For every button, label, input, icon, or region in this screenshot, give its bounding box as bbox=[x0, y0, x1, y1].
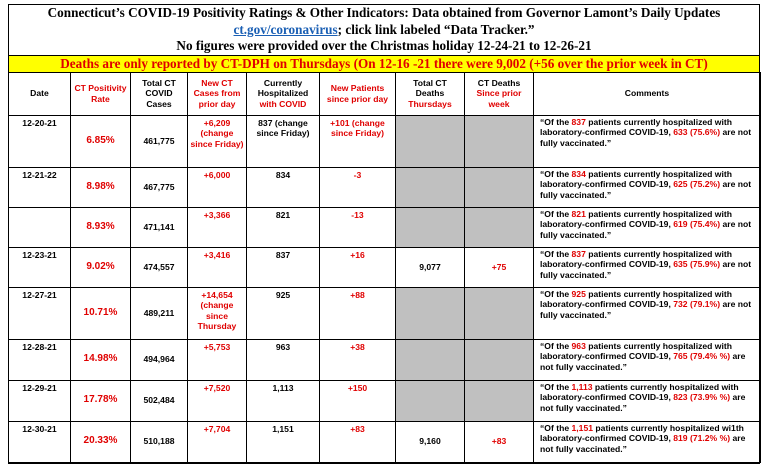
comment-part: “Of the bbox=[540, 116, 572, 127]
cell-comment bbox=[534, 287, 761, 339]
comment-part: 834 bbox=[571, 168, 586, 179]
deaths-notice: Deaths are only reported by CT-DPH on Thursdays (On 12-16 -21 there were 9,002 (+56 over the prior week in CT) bbox=[9, 55, 759, 72]
header bbox=[9, 5, 759, 55]
cell-total-deaths bbox=[396, 339, 465, 380]
cell-hospitalized: 834 bbox=[247, 167, 320, 207]
cell-total-deaths bbox=[396, 207, 465, 247]
cell-comment bbox=[534, 207, 761, 247]
cell-hospitalized: 1,151 bbox=[247, 421, 320, 462]
cell-new-cases: +6,000 bbox=[188, 167, 247, 207]
table-row bbox=[9, 339, 761, 380]
table-row bbox=[9, 247, 761, 287]
cell-positivity: 14.98% bbox=[71, 339, 131, 380]
cell-total-cases: 474,557 bbox=[131, 247, 188, 287]
comment-part: (75.9%) bbox=[689, 259, 721, 269]
cell-new-cases: +14,654 (change since Thursday bbox=[188, 287, 247, 339]
cell-hospitalized: 1,113 bbox=[247, 380, 320, 421]
holiday-note: No figures were provided over the Christmas holiday 12-24-21 to 12-26-21 bbox=[176, 38, 592, 53]
comment-part: patients currently hospitalized with laboratory-confirmed COVID-19, bbox=[540, 381, 739, 402]
cell-total-deaths: 9,160 bbox=[396, 421, 465, 462]
table-row bbox=[9, 115, 761, 167]
comment-part: (75.4%) bbox=[689, 219, 721, 229]
comment-part: 963 bbox=[571, 340, 586, 351]
comment-part: patients currently hospitalized wi1th laboratory-confirmed COVID-19, bbox=[540, 422, 744, 443]
cell-comment bbox=[534, 339, 761, 380]
cell-total-cases: 494,964 bbox=[131, 339, 188, 380]
cell-new-patients: +88 bbox=[320, 287, 396, 339]
cell-new-patients: -13 bbox=[320, 207, 396, 247]
cell-comment bbox=[534, 167, 761, 207]
cell-new-cases: +7,704 bbox=[188, 421, 247, 462]
comment-part: 625 bbox=[673, 179, 688, 189]
comment-part: 925 bbox=[571, 288, 586, 299]
comment-part: are not fully vaccinated.” bbox=[540, 299, 752, 320]
page-title: Connecticut’s COVID-19 Positivity Ratings & Other Indicators: Data obtained from Governor Lamont’s Daily Updates bbox=[47, 5, 721, 20]
comment-part: patients currently hospitalized with laboratory-confirmed COVID-19, bbox=[540, 168, 732, 189]
comment-part: (71.2% %) bbox=[689, 433, 731, 443]
comment-part: are not fully vaccinated.” bbox=[540, 351, 746, 372]
comment-part: patients currently hospitalized with laboratory-confirmed COVID-19, bbox=[540, 288, 732, 309]
comment-part: are not fully vaccinated.” bbox=[540, 219, 752, 240]
cell-positivity: 6.85% bbox=[71, 115, 131, 167]
comment-part: 837 bbox=[571, 116, 586, 127]
cell-new-cases: +3,366 bbox=[188, 207, 247, 247]
comment-part: are not fully vaccinated.” bbox=[540, 127, 752, 148]
cell-total-deaths bbox=[396, 115, 465, 167]
comment-part: patients currently hospitalized with laboratory-confirmed COVID-19, bbox=[540, 340, 732, 361]
cell-death-delta bbox=[465, 339, 534, 380]
col-comments: Comments bbox=[534, 72, 761, 115]
comment-part: (75.6%) bbox=[689, 127, 721, 137]
comment-part: 1,151 bbox=[571, 422, 594, 433]
cell-date: 12-29-21 bbox=[9, 380, 71, 421]
cell-new-cases: +3,416 bbox=[188, 247, 247, 287]
cell-hospitalized: 837 bbox=[247, 247, 320, 287]
comment-part: (79.4% %) bbox=[689, 351, 731, 361]
cell-death-delta: +83 bbox=[465, 421, 534, 462]
cell-total-cases: 467,775 bbox=[131, 167, 188, 207]
table-row bbox=[9, 207, 761, 247]
cell-new-patients: +150 bbox=[320, 380, 396, 421]
cell-new-patients: +101 (change since Friday) bbox=[320, 115, 396, 167]
cell-date: 12-21-22 bbox=[9, 167, 71, 207]
cell-hospitalized: 963 bbox=[247, 339, 320, 380]
cell-total-cases: 461,775 bbox=[131, 115, 188, 167]
cell-comment bbox=[534, 247, 761, 287]
col-death-delta: CT Deaths Since prior week bbox=[465, 72, 534, 115]
col-new-patients: New Patients since prior day bbox=[320, 72, 396, 115]
cell-date: 12-20-21 bbox=[9, 115, 71, 167]
col-total-deaths: Total CT Deaths Thursdays bbox=[396, 72, 465, 115]
source-line bbox=[9, 22, 759, 39]
source-link-suffix: ; click link labeled “Data Tracker.” bbox=[337, 21, 535, 37]
cell-hospitalized: 925 bbox=[247, 287, 320, 339]
comment-part: 635 bbox=[673, 259, 688, 269]
comment-part: “Of the bbox=[540, 248, 572, 259]
cell-new-patients: +83 bbox=[320, 421, 396, 462]
cell-positivity: 8.93% bbox=[71, 207, 131, 247]
col-hospitalized: Currently Hospitalized with COVID bbox=[247, 72, 320, 115]
cell-positivity: 10.71% bbox=[71, 287, 131, 339]
cell-total-cases: 510,188 bbox=[131, 421, 188, 462]
comment-part: patients currently hospitalized with laboratory-confirmed COVID-19, bbox=[540, 116, 732, 137]
cell-total-deaths: 9,077 bbox=[396, 247, 465, 287]
source-link[interactable]: ct.gov/coronavirus bbox=[233, 21, 338, 37]
col-positivity: CT Positivity Rate bbox=[71, 72, 131, 115]
cell-date: 12-23-21 bbox=[9, 247, 71, 287]
cell-total-deaths bbox=[396, 167, 465, 207]
comment-part: 819 bbox=[673, 433, 688, 443]
cell-new-patients: +16 bbox=[320, 247, 396, 287]
comment-part: “Of the bbox=[540, 168, 572, 179]
comment-part: are not fully vaccinated.” bbox=[540, 392, 746, 413]
cell-death-delta: +75 bbox=[465, 247, 534, 287]
cell-total-cases: 471,141 bbox=[131, 207, 188, 247]
col-total-cases: Total CT COVID Cases bbox=[131, 72, 188, 115]
data-table bbox=[8, 72, 761, 463]
comment-part: “Of the bbox=[540, 381, 572, 392]
cell-new-cases: +7,520 bbox=[188, 380, 247, 421]
cell-date: 12-30-21 bbox=[9, 421, 71, 462]
cell-death-delta bbox=[465, 207, 534, 247]
col-date: Date bbox=[9, 72, 71, 115]
cell-new-patients: +38 bbox=[320, 339, 396, 380]
table-row bbox=[9, 421, 761, 462]
cell-positivity: 8.98% bbox=[71, 167, 131, 207]
cell-date bbox=[9, 207, 71, 247]
cell-comment bbox=[534, 380, 761, 421]
table-row bbox=[9, 380, 761, 421]
comment-part: 823 bbox=[673, 392, 688, 402]
cell-comment bbox=[534, 115, 761, 167]
cell-date: 12-27-21 bbox=[9, 287, 71, 339]
comment-part: 1,113 bbox=[571, 381, 593, 392]
table-row bbox=[9, 287, 761, 339]
comment-part: 619 bbox=[673, 219, 688, 229]
cell-death-delta bbox=[465, 115, 534, 167]
cell-total-deaths bbox=[396, 287, 465, 339]
cell-total-cases: 502,484 bbox=[131, 380, 188, 421]
cell-comment bbox=[534, 421, 761, 462]
cell-positivity: 17.78% bbox=[71, 380, 131, 421]
comment-part: “Of the bbox=[540, 340, 572, 351]
cell-positivity: 20.33% bbox=[71, 421, 131, 462]
comment-part: 633 bbox=[673, 127, 688, 137]
cell-death-delta bbox=[465, 380, 534, 421]
table-row bbox=[9, 167, 761, 207]
col-new-cases: New CT Cases from prior day bbox=[188, 72, 247, 115]
cell-hospitalized: 837 (change since Friday) bbox=[247, 115, 320, 167]
comment-part: (73.9% %) bbox=[689, 392, 731, 402]
comment-part: are not fully vaccinated.” bbox=[540, 433, 746, 454]
table-header-row bbox=[9, 72, 761, 115]
comment-part: “Of the bbox=[540, 288, 572, 299]
comment-part: 837 bbox=[571, 248, 586, 259]
cell-death-delta bbox=[465, 167, 534, 207]
comment-part: 821 bbox=[571, 208, 586, 219]
cell-total-deaths bbox=[396, 380, 465, 421]
comment-part: patients currently hospitalized with laboratory-confirmed COVID-19, bbox=[540, 248, 732, 269]
comment-part: “Of the bbox=[540, 422, 572, 433]
comment-part: “Of the bbox=[540, 208, 572, 219]
comment-part: (79.1%) bbox=[689, 299, 721, 309]
cell-new-patients: -3 bbox=[320, 167, 396, 207]
cell-date: 12-28-21 bbox=[9, 339, 71, 380]
cell-hospitalized: 821 bbox=[247, 207, 320, 247]
comment-part: are not fully vaccinated.” bbox=[540, 179, 752, 200]
data-sheet bbox=[8, 4, 760, 464]
comment-part: patients currently hospitalized with laboratory-confirmed COVID-19, bbox=[540, 208, 732, 229]
cell-death-delta bbox=[465, 287, 534, 339]
comment-part: 765 bbox=[673, 351, 688, 361]
comment-part: are not fully vaccinated.” bbox=[540, 259, 752, 280]
cell-new-cases: +6,209 (change since Friday) bbox=[188, 115, 247, 167]
cell-new-cases: +5,753 bbox=[188, 339, 247, 380]
cell-total-cases: 489,211 bbox=[131, 287, 188, 339]
comment-part: (75.2%) bbox=[689, 179, 721, 189]
cell-positivity: 9.02% bbox=[71, 247, 131, 287]
comment-part: 732 bbox=[673, 299, 688, 309]
